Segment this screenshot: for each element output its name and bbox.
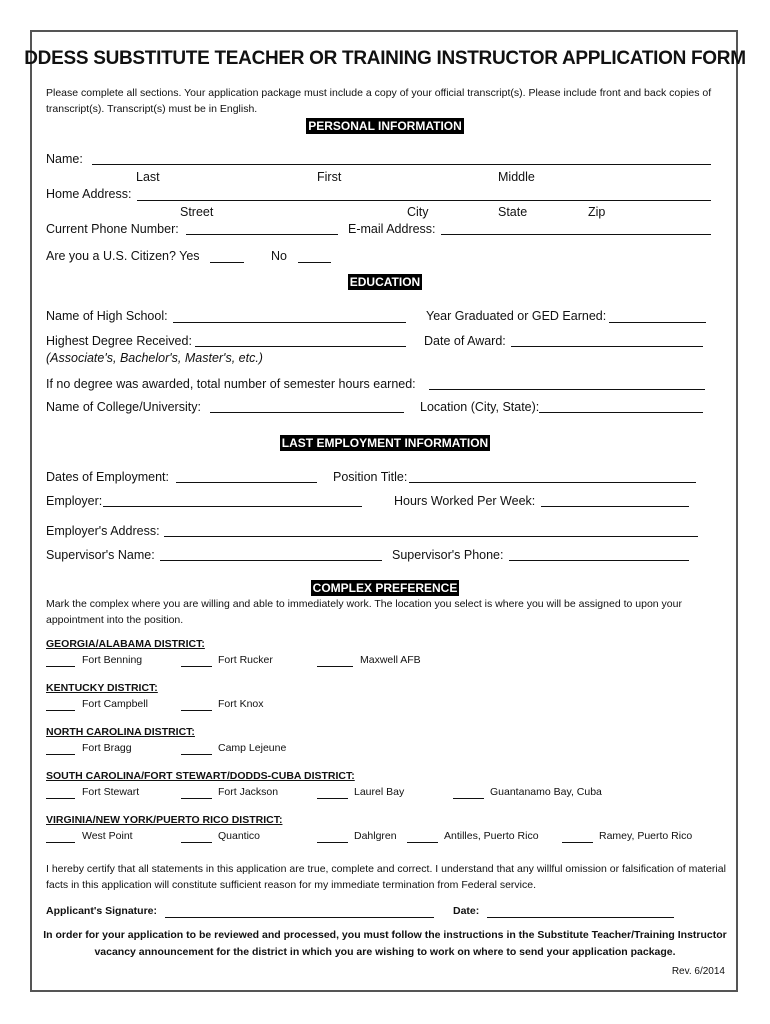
citizen-yes-field[interactable] bbox=[210, 262, 244, 263]
checkbox-quantico[interactable] bbox=[181, 842, 212, 843]
citizen-no-field[interactable] bbox=[298, 262, 331, 263]
employer-label: Employer: bbox=[46, 494, 103, 508]
email-label: E-mail Address: bbox=[348, 222, 436, 236]
street-caption: Street bbox=[180, 205, 214, 219]
checkbox-antilles[interactable] bbox=[407, 842, 438, 843]
employment-header: LAST EMPLOYMENT INFORMATION bbox=[281, 436, 489, 450]
highest-degree-field[interactable] bbox=[195, 346, 406, 347]
checkbox-fort-benning[interactable] bbox=[46, 666, 75, 667]
location-maxwell-afb: Maxwell AFB bbox=[360, 654, 421, 666]
middle-caption: Middle bbox=[498, 170, 535, 184]
year-graduated-label: Year Graduated or GED Earned: bbox=[426, 309, 607, 323]
revision-note: Rev. 6/2014 bbox=[671, 966, 725, 977]
hours-per-week-label: Hours Worked Per Week: bbox=[394, 494, 536, 508]
citizen-no-label: No bbox=[271, 249, 287, 263]
district-kentucky: KENTUCKY DISTRICT: bbox=[46, 682, 158, 694]
certification-text: I hereby certify that all statements in this application are true, complete and correct. I understand that any willful omission or falsification of material facts in this application will constitute sufficient reason for my immediate termination from Federal service. bbox=[46, 863, 726, 891]
high-school-field[interactable] bbox=[173, 322, 406, 323]
location-fort-rucker: Fort Rucker bbox=[218, 654, 273, 666]
checkbox-fort-campbell[interactable] bbox=[46, 710, 75, 711]
form-title: DDESS SUBSTITUTE TEACHER OR TRAINING INSTRUCTOR APPLICATION FORM bbox=[24, 48, 746, 69]
checkbox-camp-lejeune[interactable] bbox=[181, 754, 212, 755]
personal-info-header: PERSONAL INFORMATION bbox=[308, 119, 462, 133]
date-of-award-field[interactable] bbox=[511, 346, 703, 347]
checkbox-ramey[interactable] bbox=[562, 842, 593, 843]
district-south-carolina: SOUTH CAROLINA/FORT STEWART/DODDS-CUBA DISTRICT: bbox=[46, 770, 355, 782]
checkbox-dahlgren[interactable] bbox=[317, 842, 348, 843]
employer-field[interactable] bbox=[103, 506, 362, 507]
checkbox-fort-jackson[interactable] bbox=[181, 798, 212, 799]
college-field[interactable] bbox=[210, 412, 404, 413]
checkbox-laurel-bay[interactable] bbox=[317, 798, 348, 799]
highest-degree-label: Highest Degree Received: bbox=[46, 334, 192, 348]
semester-hours-field[interactable] bbox=[429, 389, 705, 390]
first-caption: First bbox=[317, 170, 342, 184]
location-antilles: Antilles, Puerto Rico bbox=[444, 830, 539, 842]
position-title-field[interactable] bbox=[409, 482, 696, 483]
checkbox-fort-stewart[interactable] bbox=[46, 798, 75, 799]
signature-date-field[interactable] bbox=[487, 917, 674, 918]
college-location-field[interactable] bbox=[539, 412, 703, 413]
district-georgia-alabama: GEORGIA/ALABAMA DISTRICT: bbox=[46, 638, 205, 650]
college-label: Name of College/University: bbox=[46, 400, 201, 414]
degree-hint: (Associate's, Bachelor's, Master's, etc.) bbox=[46, 351, 263, 365]
supervisor-phone-field[interactable] bbox=[509, 560, 689, 561]
education-header: EDUCATION bbox=[349, 275, 421, 289]
checkbox-west-point[interactable] bbox=[46, 842, 75, 843]
checkbox-guantanamo-bay[interactable] bbox=[453, 798, 484, 799]
zip-caption: Zip bbox=[588, 205, 606, 219]
supervisor-name-field[interactable] bbox=[160, 560, 382, 561]
signature-date-label: Date: bbox=[453, 905, 480, 917]
location-laurel-bay: Laurel Bay bbox=[354, 786, 405, 798]
location-west-point: West Point bbox=[82, 830, 133, 842]
location-fort-benning: Fort Benning bbox=[82, 654, 143, 666]
no-degree-label: If no degree was awarded, total number of semester hours earned: bbox=[46, 377, 416, 391]
signature-label: Applicant's Signature: bbox=[46, 905, 158, 917]
location-fort-knox: Fort Knox bbox=[218, 698, 264, 710]
complex-instructions: Mark the complex where you are willing and able to immediately work. The location you select is where you will be assigned to upon your appointment into the position. bbox=[46, 598, 682, 626]
supervisor-phone-label: Supervisor's Phone: bbox=[392, 548, 504, 562]
supervisor-name-label: Supervisor's Name: bbox=[46, 548, 155, 562]
district-north-carolina: NORTH CAROLINA DISTRICT: bbox=[46, 726, 195, 738]
phone-label: Current Phone Number: bbox=[46, 222, 179, 236]
employer-address-label: Employer's Address: bbox=[46, 524, 160, 538]
high-school-label: Name of High School: bbox=[46, 309, 168, 323]
home-address-label: Home Address: bbox=[46, 187, 132, 201]
location-fort-campbell: Fort Campbell bbox=[82, 698, 148, 710]
home-address-field[interactable] bbox=[137, 200, 711, 201]
state-caption: State bbox=[498, 205, 528, 219]
footer-instructions: In order for your application to be reviewed and processed, you must follow the instructions in the Substitute Teacher/Training Instructor vacancy announcement for the district in which you are wishing to work on where to send your application package. bbox=[43, 929, 727, 958]
location-guantanamo-bay: Guantanamo Bay, Cuba bbox=[490, 786, 602, 798]
name-field[interactable] bbox=[92, 164, 711, 165]
checkbox-fort-bragg[interactable] bbox=[46, 754, 75, 755]
dates-employment-field[interactable] bbox=[176, 482, 317, 483]
checkbox-fort-knox[interactable] bbox=[181, 710, 212, 711]
location-fort-stewart: Fort Stewart bbox=[82, 786, 140, 798]
location-fort-bragg: Fort Bragg bbox=[82, 742, 132, 754]
location-ramey: Ramey, Puerto Rico bbox=[599, 830, 693, 842]
employer-address-field[interactable] bbox=[164, 536, 698, 537]
citizen-label: Are you a U.S. Citizen? Yes bbox=[46, 249, 200, 263]
location-dahlgren: Dahlgren bbox=[354, 830, 397, 842]
last-caption: Last bbox=[136, 170, 160, 184]
signature-field[interactable] bbox=[165, 917, 434, 918]
position-title-label: Position Title: bbox=[333, 470, 408, 484]
phone-field[interactable] bbox=[186, 234, 338, 235]
email-field[interactable] bbox=[441, 234, 711, 235]
checkbox-maxwell-afb[interactable] bbox=[317, 666, 353, 667]
city-caption: City bbox=[407, 205, 429, 219]
date-of-award-label: Date of Award: bbox=[424, 334, 506, 348]
checkbox-fort-rucker[interactable] bbox=[181, 666, 212, 667]
dates-employment-label: Dates of Employment: bbox=[46, 470, 169, 484]
intro-text: Please complete all sections. Your application package must include a copy of your official transcript(s). Please include front and back copies of transcript(s). Transcript(s) must be in English. bbox=[46, 87, 712, 115]
location-camp-lejeune: Camp Lejeune bbox=[218, 742, 287, 754]
year-graduated-field[interactable] bbox=[609, 322, 706, 323]
location-quantico: Quantico bbox=[218, 830, 261, 842]
complex-preference-header: COMPLEX PREFERENCE bbox=[312, 581, 458, 595]
district-virginia-ny-pr: VIRGINIA/NEW YORK/PUERTO RICO DISTRICT: bbox=[46, 814, 283, 826]
college-location-label: Location (City, State): bbox=[420, 400, 540, 414]
hours-per-week-field[interactable] bbox=[541, 506, 689, 507]
name-label: Name: bbox=[46, 152, 83, 166]
location-fort-jackson: Fort Jackson bbox=[218, 786, 279, 798]
